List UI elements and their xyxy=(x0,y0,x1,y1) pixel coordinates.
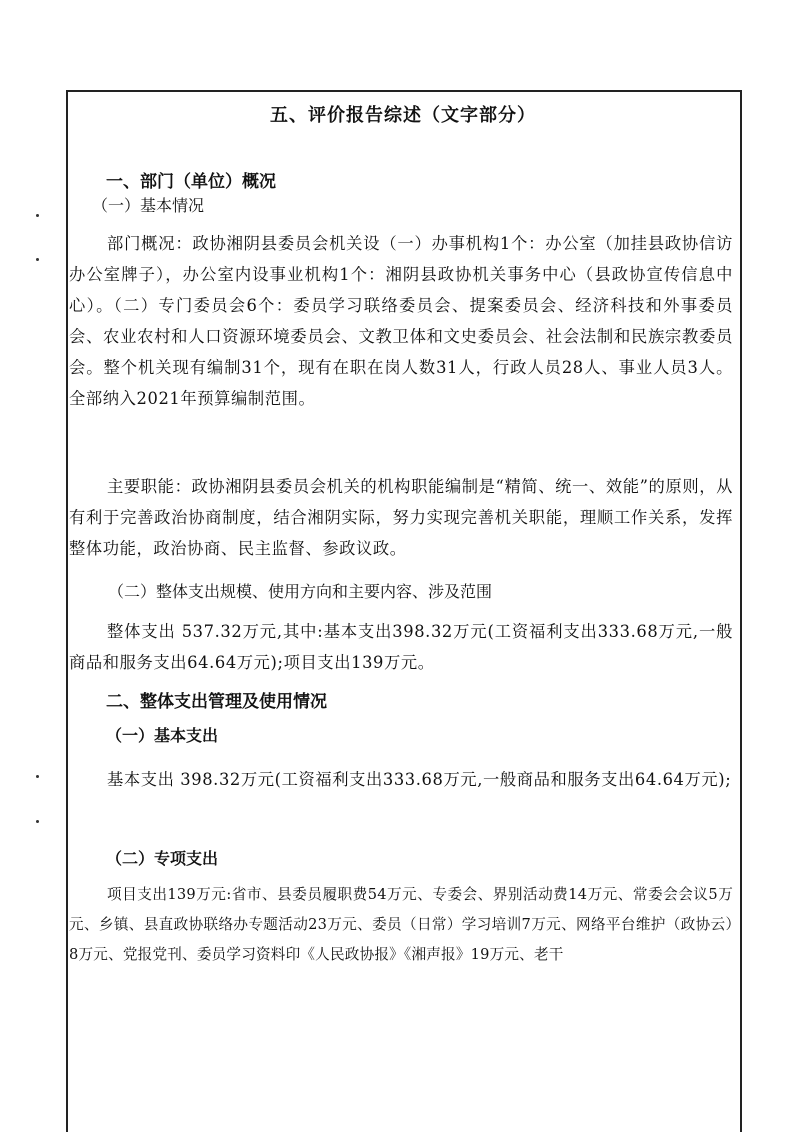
report-title: 五、评价报告综述（文字部分） xyxy=(270,105,536,126)
paragraph-expenditure-scale: 整体支出 537.32万元,其中:基本支出398.32万元(工资福利支出333.68万元,一般商品和服务支出64.64万元);项目支出139万元。 xyxy=(69,622,733,672)
subheading-basic-info: （一）基本情况 xyxy=(92,196,205,215)
section-heading-overview: 一、部门（单位）概况 xyxy=(106,172,276,192)
scan-mark xyxy=(36,820,39,823)
paragraph-main-duties: 主要职能：政协湘阴县委员会机关的机构职能编制是“精简、统一、效能”的原则，从有利于完善政治协商制度，结合湘阴实际，努力实现完善机关职能，理顺工作关系，发挥整体功能，政治协商、民主监督、参政议政。 xyxy=(69,477,733,558)
scan-mark xyxy=(36,775,39,778)
subheading-basic-expenditure: （一）基本支出 xyxy=(106,726,219,745)
paragraph-basic-expenditure: 基本支出 398.32万元(工资福利支出333.68万元,一般商品和服务支出64.64万元); xyxy=(107,770,732,789)
section-heading-expenditure-management: 二、整体支出管理及使用情况 xyxy=(106,692,327,712)
subheading-special-expenditure: （二）专项支出 xyxy=(106,849,219,868)
paragraph-project-expenditure: 项目支出139万元:省市、县委员履职费54万元、专委会、界别活动费14万元、常委会会议5万元、乡镇、县直政协联络办专题活动23万元、委员（日常）学习培训7万元、网络平台维护（政协云）8万元、党报党刊、委员学习资料印《人民政协报》《湘声报》19万元、老干 xyxy=(69,886,733,963)
subheading-expenditure-scale: （二）整体支出规模、使用方向和主要内容、涉及范围 xyxy=(108,582,493,601)
scan-mark xyxy=(36,214,39,217)
paragraph-department-overview: 部门概况：政协湘阴县委员会机关设（一）办事机构1个：办公室（加挂县政协信访办公室牌子），办公室内设事业机构1个：湘阴县政协机关事务中心（县政协宣传信息中心）。（二）专门委员会6个：委员学习联络委员会、提案委员会、经济科技和外事委员会、农业农村和人口资源环境委员会、文教卫体和文史委员会、社会法制和民族宗教委员会。整个机关现有编制31个，现有在职在岗人数31人，行政人员28人、事业人员3人。全部纳入2021年预算编制范围。 xyxy=(69,234,733,408)
scan-mark xyxy=(36,258,39,261)
